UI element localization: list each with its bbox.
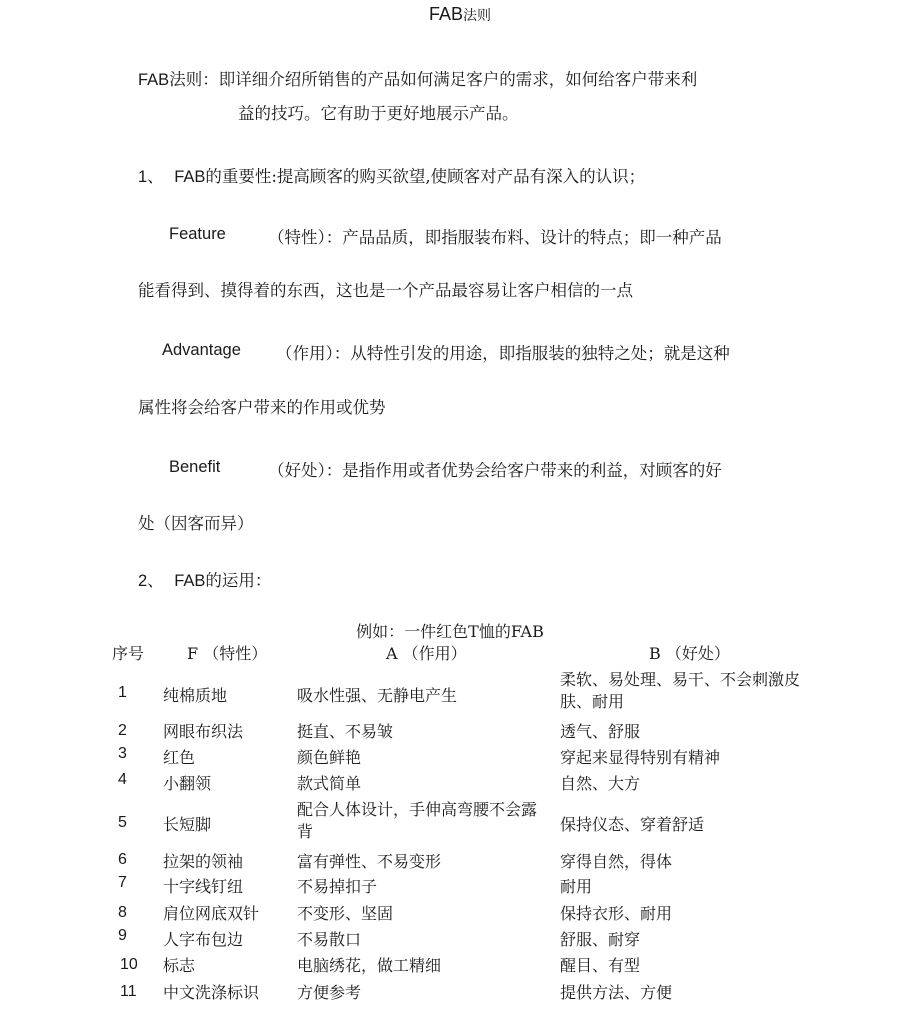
row-1-number: 1 [118, 684, 127, 701]
section-2-text: 的运用： [205, 571, 272, 590]
row-11-feature: 中文洗涤标识 [163, 983, 260, 1002]
row-2-benefit: 透气、舒服 [560, 722, 641, 741]
row-3-benefit: 穿起来显得特别有精神 [560, 748, 721, 767]
row-6-feature: 拉架的领袖 [163, 852, 244, 871]
advantage-continuation: 属性将会给客户带来的作用或优势 [138, 398, 386, 417]
row-6-advantage: 富有弹性、不易变形 [297, 852, 442, 871]
row-2-feature: 网眼布织法 [163, 722, 244, 741]
row-4-feature: 小翻领 [163, 774, 212, 793]
row-1-advantage: 吸水性强、无静电产生 [297, 686, 458, 705]
row-11-benefit: 提供方法、方便 [560, 983, 673, 1002]
row-9-feature: 人字布包边 [163, 930, 244, 949]
header-number: 序号 [112, 644, 145, 663]
row-9-number: 9 [118, 927, 127, 944]
row-1-feature: 纯棉质地 [163, 686, 228, 705]
section-1-text: 的重要性:提高顾客的购买欲望,使顾客对产品有深入的认识； [205, 167, 646, 186]
table-caption: 例如：一件红色T恤的FAB [356, 622, 544, 641]
feature-continuation: 能看得到、摸得着的东西，这也是一个产品最容易让客户相信的一点 [138, 281, 633, 300]
row-8-benefit: 保持衣形、耐用 [560, 904, 673, 923]
row-9-benefit: 舒服、耐穿 [560, 930, 641, 949]
row-3-feature: 红色 [163, 748, 196, 767]
row-5-feature: 长短脚 [163, 815, 212, 834]
intro-line-2: 益的技巧。它有助于更好地展示产品。 [238, 104, 519, 123]
row-10-benefit: 醒目、有型 [560, 956, 641, 975]
row-11-number: 11 [120, 983, 137, 1000]
row-3-advantage: 颜色鲜艳 [297, 748, 362, 767]
feature-text: （特性）：产品品质，即指服装布料、设计的特点；即一种产品 [268, 228, 722, 247]
row-10-advantage: 电脑绣花，做工精细 [297, 956, 442, 975]
row-1-benefit: 柔软、易处理、易干、不会刺激皮肤、耐用 [560, 670, 801, 711]
header-benefit: B （好处） [649, 644, 730, 663]
row-6-number: 6 [118, 851, 127, 868]
row-8-feature: 肩位网底双针 [163, 904, 260, 923]
row-7-number: 7 [118, 874, 127, 891]
advantage-line [162, 340, 241, 360]
intro-line-1 [138, 66, 697, 90]
advantage-term: Advantage [162, 341, 241, 359]
title-en: FAB [428, 4, 463, 24]
intro-text-1: 法则：即详细介绍所销售的产品如何满足客户的需求，如何给客户带来利 [169, 70, 698, 89]
row-5-benefit: 保持仪态、穿着舒适 [560, 815, 705, 834]
row-4-benefit: 自然、大方 [560, 774, 641, 793]
advantage-text: （作用）：从特性引发的用途，即指服装的独特之处；就是这种 [276, 344, 730, 363]
row-7-benefit: 耐用 [560, 877, 593, 896]
intro-lead: FAB [138, 71, 170, 89]
page-title [0, 4, 920, 25]
feature-line [169, 224, 226, 244]
row-4-number: 4 [118, 771, 127, 788]
section-1-heading [138, 163, 645, 187]
section-1-number: 1、 [138, 168, 164, 186]
feature-term: Feature [169, 225, 226, 243]
section-2-heading [138, 567, 271, 591]
row-8-advantage: 不变形、坚固 [297, 904, 394, 923]
section-1-lead: FAB [174, 168, 206, 186]
header-advantage: A （作用） [386, 644, 467, 663]
section-2-lead: FAB [174, 572, 206, 590]
row-9-advantage: 不易散口 [297, 930, 362, 949]
row-10-feature: 标志 [163, 956, 196, 975]
benefit-continuation: 处（因客而异） [138, 514, 254, 533]
row-5-number: 5 [118, 814, 127, 831]
row-5-advantage: 配合人体设计，手伸高弯腰不会露背 [297, 800, 538, 841]
benefit-term: Benefit [169, 458, 221, 476]
title-zh: 法则 [463, 8, 491, 24]
benefit-line [169, 457, 220, 477]
row-8-number: 8 [118, 904, 127, 921]
row-11-advantage: 方便参考 [297, 983, 362, 1002]
row-4-advantage: 款式简单 [297, 774, 362, 793]
row-3-number: 3 [118, 745, 127, 762]
section-2-number: 2、 [138, 572, 164, 590]
row-2-number: 2 [118, 722, 127, 739]
row-7-advantage: 不易掉扣子 [297, 877, 378, 896]
benefit-text: （好处）：是指作用或者优势会给客户带来的利益，对顾客的好 [268, 461, 722, 480]
row-2-advantage: 挺直、不易皱 [297, 722, 394, 741]
header-feature: F （特性） [187, 644, 268, 663]
row-7-feature: 十字线钉纽 [163, 877, 244, 896]
row-10-number: 10 [120, 956, 138, 973]
row-6-benefit: 穿得自然，得体 [560, 852, 673, 871]
